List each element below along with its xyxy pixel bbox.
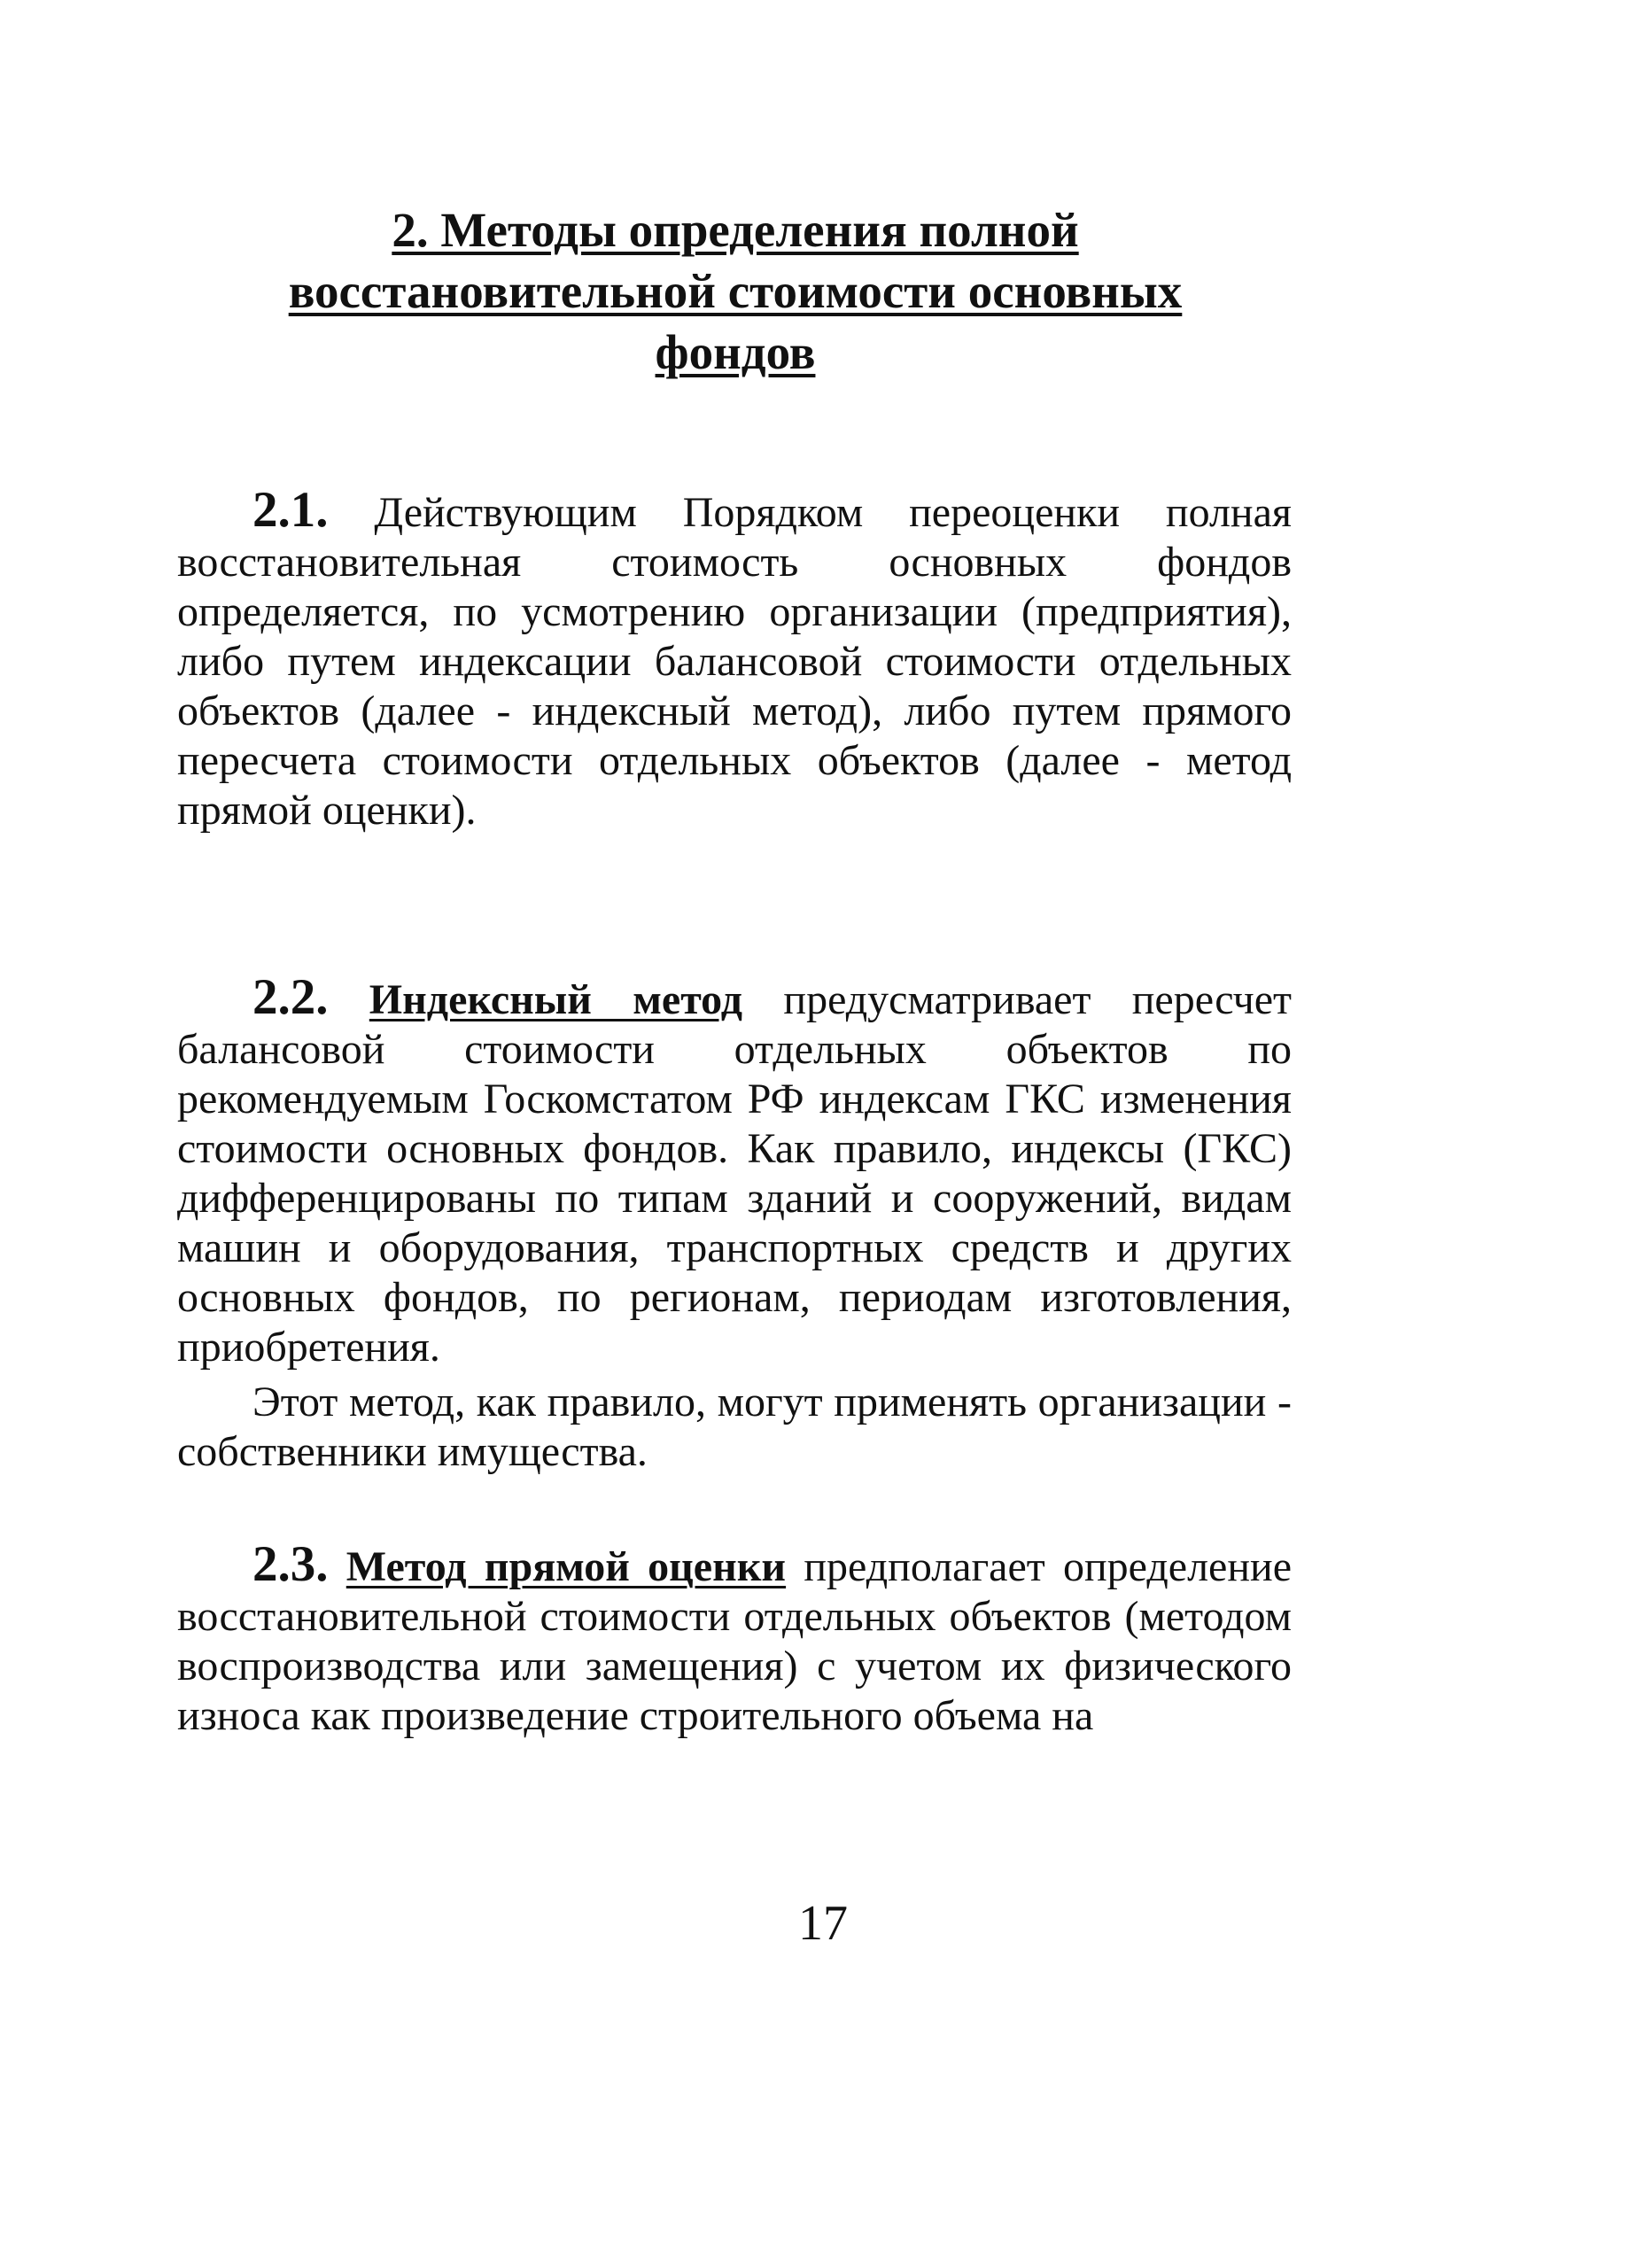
section-heading: [239, 199, 1231, 383]
paragraph-text: предусматривает пересчет балансовой стоимости отдельных объектов по рекомендуемым Госкомстатом РФ индексам ГКС изменения стоимости основных фондов. Как правило, индексы (ГКС) дифференцированы по типам зданий и сооружений, видам машин и оборудования, транспортных средств и других основных фондов, по регионам, периодам изготовления, приобретения.: [177, 976, 1292, 1371]
heading-line-2: восстановительной стоимости основных: [288, 264, 1183, 318]
defined-term: Метод прямой оценки: [346, 1543, 787, 1590]
page-number: 17: [798, 1896, 848, 1951]
paragraph-text: Действующим Порядком переоценки полная восстановительная стоимость основных фондов определяется, по усмотрению организации (предприятия), либо путем индексации балансовой стоимости отдельных объектов (далее - индексный метод), либо путем прямого пересчета стоимости отдельных объектов (далее - метод прямой оценки).: [177, 489, 1293, 834]
paragraph-number: 2.2.: [252, 969, 329, 1025]
paragraph-2-3: [177, 1536, 1293, 1741]
heading-line-3: фондов: [655, 325, 816, 379]
paragraph-2-2: [177, 969, 1292, 1372]
paragraph-2-1: [177, 482, 1293, 835]
paragraph-text: предполагает определение восстановительной стоимости отдельных объектов (методом воспроизводства или замещения) с учетом их физического износа как произведение строительного объема на: [177, 1543, 1293, 1739]
paragraph-2-2-note: Этот метод, как правило, могут применять организации - собственники имущества.: [177, 1379, 1292, 1475]
heading-line-1: 2. Методы определения полной: [392, 203, 1079, 257]
paragraph-number: 2.3.: [252, 1536, 329, 1592]
paragraph-number: 2.1.: [252, 482, 329, 538]
defined-term: Индексный метод: [369, 976, 743, 1023]
